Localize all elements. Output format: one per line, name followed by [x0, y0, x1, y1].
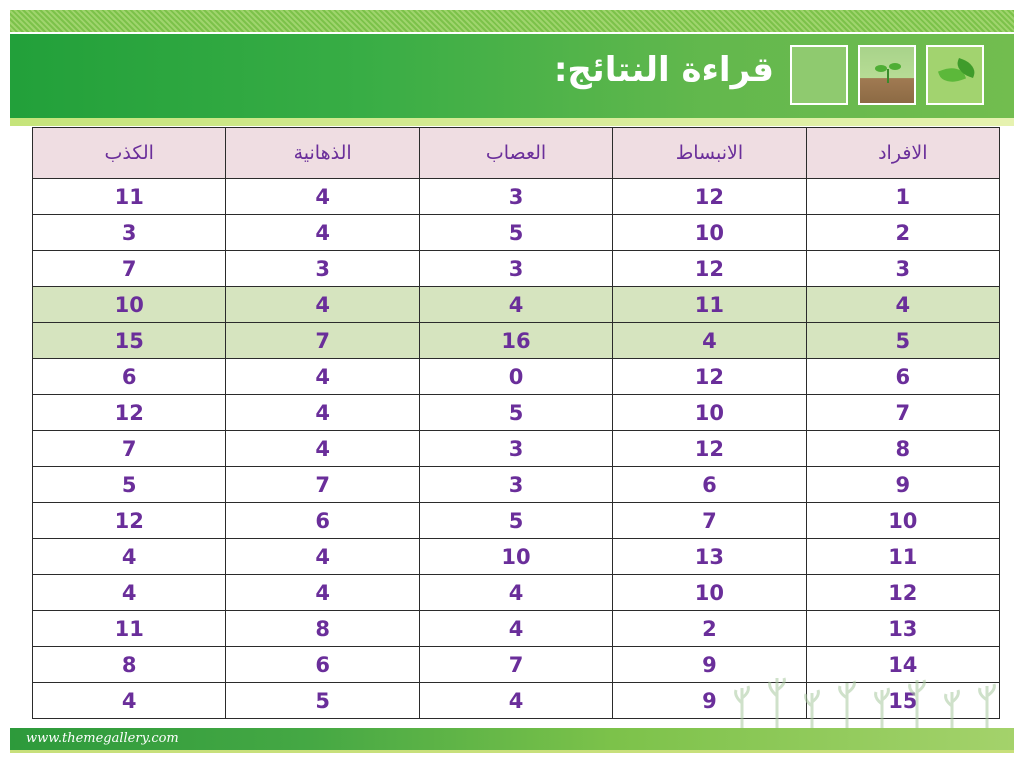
table-cell: 0 — [419, 359, 612, 395]
table-cell: 12 — [33, 503, 226, 539]
table-cell: 5 — [419, 215, 612, 251]
table-cell: 4 — [613, 323, 806, 359]
table-cell: 10 — [613, 395, 806, 431]
table-cell: 8 — [226, 611, 419, 647]
table-row — [33, 503, 1000, 539]
table-cell: 11 — [33, 611, 226, 647]
table-row — [33, 215, 1000, 251]
table-cell: 3 — [419, 431, 612, 467]
table-cell: 12 — [33, 395, 226, 431]
table-row — [33, 179, 1000, 215]
table-cell: 7 — [419, 647, 612, 683]
table-row — [33, 431, 1000, 467]
header-cell: العصاب — [419, 128, 612, 179]
table-cell: 5 — [806, 323, 999, 359]
header-cell: الافراد — [806, 128, 999, 179]
table-cell: 12 — [613, 179, 806, 215]
table-cell: 6 — [613, 467, 806, 503]
table-cell: 12 — [806, 575, 999, 611]
table-cell: 7 — [226, 467, 419, 503]
table-header-row — [33, 128, 1000, 179]
table-cell: 4 — [226, 359, 419, 395]
table-cell: 3 — [419, 179, 612, 215]
table-cell: 10 — [419, 539, 612, 575]
footer-line — [10, 750, 1014, 753]
table-row — [33, 539, 1000, 575]
table-cell: 3 — [806, 251, 999, 287]
plant-decoration — [732, 668, 1002, 728]
table-cell: 13 — [806, 611, 999, 647]
header-thumbnails — [790, 45, 984, 105]
table-row — [33, 251, 1000, 287]
table-cell: 7 — [33, 431, 226, 467]
table-cell: 3 — [419, 251, 612, 287]
table-cell: 5 — [226, 683, 419, 719]
table-cell: 10 — [806, 503, 999, 539]
table-cell: 4 — [226, 179, 419, 215]
table-row — [33, 611, 1000, 647]
table-cell: 8 — [33, 647, 226, 683]
table-cell: 14 — [806, 647, 999, 683]
table-cell: 9 — [613, 683, 806, 719]
table-cell: 3 — [226, 251, 419, 287]
table-row — [33, 359, 1000, 395]
table-cell: 6 — [806, 359, 999, 395]
table-row — [33, 575, 1000, 611]
header-cell: الانبساط — [613, 128, 806, 179]
table-cell: 4 — [226, 287, 419, 323]
table-row — [33, 395, 1000, 431]
table-cell: 5 — [419, 503, 612, 539]
slide-title: قراءة النتائج: — [553, 50, 774, 90]
table-cell: 7 — [33, 251, 226, 287]
sprout-image — [858, 45, 916, 105]
table-cell: 9 — [613, 647, 806, 683]
table-cell: 12 — [613, 359, 806, 395]
table-cell: 4 — [226, 215, 419, 251]
table-cell: 4 — [226, 395, 419, 431]
footer-url: www.themegallery.com — [26, 731, 179, 746]
table-cell: 4 — [33, 575, 226, 611]
table-cell: 12 — [613, 251, 806, 287]
table-cell: 10 — [613, 575, 806, 611]
table-cell: 7 — [806, 395, 999, 431]
table-cell: 16 — [419, 323, 612, 359]
blank-thumbnail — [790, 45, 848, 105]
table-cell: 3 — [419, 467, 612, 503]
table-cell: 4 — [33, 683, 226, 719]
table-cell: 7 — [226, 323, 419, 359]
table-cell: 11 — [613, 287, 806, 323]
table-cell: 4 — [419, 683, 612, 719]
table-cell: 4 — [419, 287, 612, 323]
leaf-image — [926, 45, 984, 105]
table-cell: 4 — [226, 575, 419, 611]
header-cell: الذهانية — [226, 128, 419, 179]
table-body — [33, 179, 1000, 719]
table-cell: 1 — [806, 179, 999, 215]
table-cell: 5 — [33, 467, 226, 503]
table-cell: 4 — [806, 287, 999, 323]
results-table — [32, 127, 1000, 719]
table-row — [33, 467, 1000, 503]
table-cell: 4 — [33, 539, 226, 575]
table-cell: 2 — [613, 611, 806, 647]
table-cell: 13 — [613, 539, 806, 575]
table-cell: 10 — [613, 215, 806, 251]
top-pattern-strip — [10, 10, 1014, 32]
table-cell: 15 — [806, 683, 999, 719]
table-cell: 11 — [33, 179, 226, 215]
header-underline — [10, 118, 1014, 126]
table-row — [33, 287, 1000, 323]
table-cell: 12 — [613, 431, 806, 467]
table-cell: 6 — [33, 359, 226, 395]
table-cell: 7 — [613, 503, 806, 539]
table-cell: 5 — [419, 395, 612, 431]
table-cell: 2 — [806, 215, 999, 251]
table-cell: 4 — [419, 575, 612, 611]
table-cell: 4 — [226, 539, 419, 575]
table-cell: 11 — [806, 539, 999, 575]
header-cell: الكذب — [33, 128, 226, 179]
table-cell: 4 — [419, 611, 612, 647]
table-cell: 4 — [226, 431, 419, 467]
table-cell: 15 — [33, 323, 226, 359]
table-cell: 8 — [806, 431, 999, 467]
table-cell: 3 — [33, 215, 226, 251]
table-cell: 6 — [226, 647, 419, 683]
table-cell: 10 — [33, 287, 226, 323]
table-cell: 6 — [226, 503, 419, 539]
table-row — [33, 323, 1000, 359]
table-cell: 9 — [806, 467, 999, 503]
